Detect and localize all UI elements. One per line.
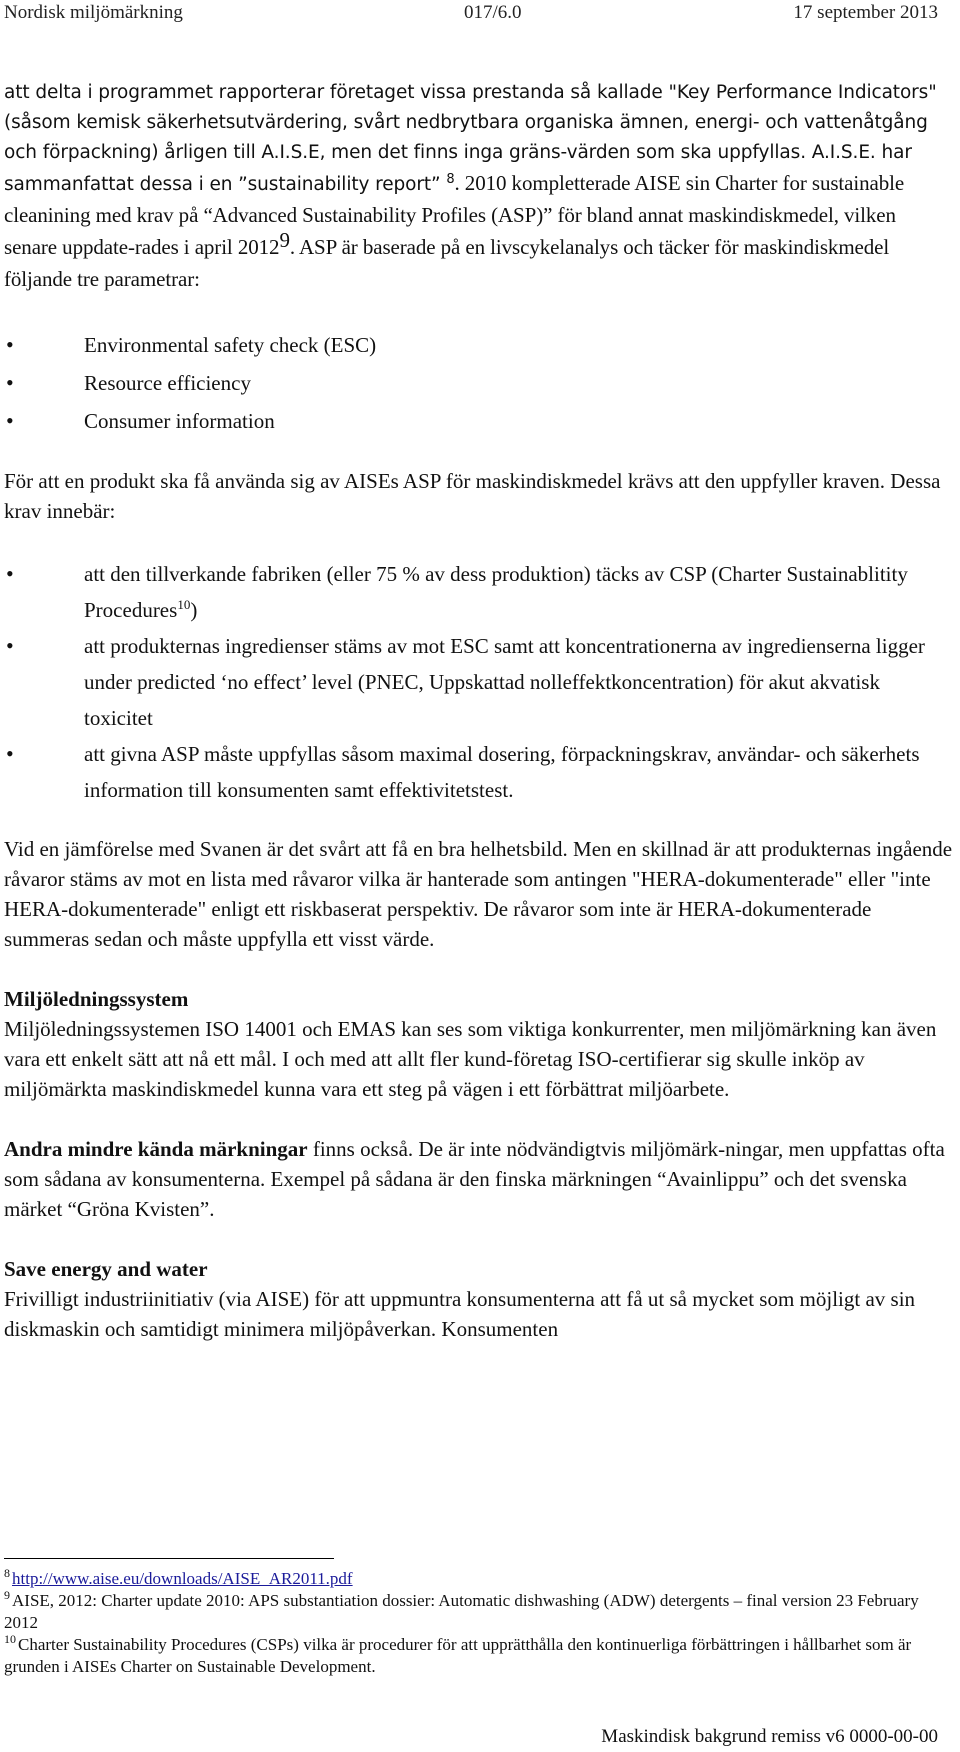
footnote-9: $^9$ AISE, 2012: Charter update 2010: APS substantiation dossier: Automatic dishwashing (ADW) detergents – final version 23 February 2012: [4, 1588, 919, 1632]
header-date: 17 september 2013: [793, 2, 938, 23]
section-other-labels: [4, 1134, 954, 1224]
section-heading: Andra mindre kända märkningar: [4, 1137, 308, 1161]
page-header: [4, 2, 938, 26]
footnote-10: $^{10}$ Charter Sustainability Procedures (CSPs) vilka är procedurer för att upprätthålla den kontinuerliga förbättringen i hållbarhet som är grunden i AISEs Charter on Sustainable Development.: [4, 1632, 912, 1676]
header-document-number: 017/6.0: [464, 2, 522, 23]
list-item: • att produkternas ingredienser stäms av mot ESC samt att koncentrationerna av ingredienserna ligger under predicted ‘no effect’ level (PNEC, Uppskattad nolleffektkoncentration) för akut akvatisk toxicitet: [4, 628, 954, 736]
page-footer: Maskindisk bakgrund remiss v6 0000-00-00: [601, 1726, 938, 1747]
intro-text-3: . ASP är baserade på en livscykelanalys och täcker för maskindiskmedel följande tre parametrar:: [4, 235, 890, 291]
footnotes: [4, 1568, 954, 1678]
parameter-list: [4, 326, 954, 440]
requirements-intro: För att en produkt ska få använda sig av AISEs ASP för maskindiskmedel krävs att den uppfyller kraven. Dessa krav innebär:: [4, 469, 941, 523]
footnote-divider: [4, 1558, 334, 1559]
section-heading: Save energy and water: [4, 1257, 208, 1281]
requirements-list: [4, 556, 954, 808]
intro-paragraph: [4, 78, 954, 296]
list-item: • Consumer information: [4, 402, 954, 440]
section-heading: Miljöledningssystem: [4, 987, 189, 1011]
list-item: • Environmental safety check (ESC): [4, 326, 954, 364]
intro-text-1: att delta i programmet rapporterar företaget vissa prestanda så kallade "Key Performance Indicators" (såsom kemisk säkerhetsutvärdering, svårt nedbrytbara organiska ämnen, energi- och vattenåtgång och förpackning) årligen till A.I.S.E, men det finns inga gräns-värden som ska uppfyllas. A.I.S.E. har sammanfattat dessa i en ”sustainability report”: [4, 82, 937, 195]
section-ems: [4, 984, 954, 1104]
document-body: [4, 78, 954, 1344]
list-item: • Resource efficiency: [4, 364, 954, 402]
footnote-link[interactable]: http://www.aise.eu/downloads/AISE_AR2011.pdf: [12, 1569, 353, 1588]
requirement-text: att den tillverkande fabriken (eller 75 % av dess produktion) täcks av CSP (Charter Sustainablitity Procedures: [84, 562, 908, 622]
footnote-8: $^8$ http://www.aise.eu/downloads/AISE_AR2011.pdf: [4, 1566, 353, 1588]
section-text: Miljöledningssystemen ISO 14001 och EMAS kan ses som viktiga konkurrenter, men miljömärkning kan även vara ett enkelt sätt att nå ett mål. I och med att allt fler kund-företag ISO-certifierar sig skulle inköp av miljömärkta maskindiskmedel kunna vara ett steg på vägen i ett förbättrat miljöarbete.: [4, 1017, 937, 1101]
intro-text-2: . 2010 kompletterade AISE sin Charter for sustainable cleanining med krav på “Advanced Sustainability Profiles (ASP)” för bland annat maskindiskmedel, vilken senare uppdate-rades i april 2012: [4, 171, 905, 259]
section-text: Frivilligt industriinitiativ (via AISE) för att uppmuntra konsumenterna att få ut så mycket som möjligt av sin diskmaskin och samtidigt minimera miljöpåverkan. Konsumenten: [4, 1287, 916, 1341]
section-save-energy: [4, 1254, 954, 1344]
footnote-ref-10[interactable]: 10: [177, 597, 191, 612]
footnote-ref-9[interactable]: 9: [279, 227, 290, 252]
footnote-ref-8[interactable]: 8: [446, 171, 455, 187]
list-item: • att givna ASP måste uppfyllas såsom maximal dosering, förpackningskrav, användar- och säkerhets information till konsumenten samt effektivitetstest.: [4, 736, 954, 808]
header-organization: Nordisk miljömärkning: [4, 2, 183, 23]
list-item: • att den tillverkande fabriken (eller 75 % av dess produktion) täcks av CSP (Charter Sustainablitity Procedures$^{10}$): [4, 556, 954, 628]
comparison-paragraph: Vid en jämförelse med Svanen är det svårt att få en bra helhetsbild. Men en skillnad är att produkternas ingående råvaror stäms av mot en lista med råvaror vilka är hanterade som antingen "HERA-dokumenterade" eller "inte HERA-dokumenterade" enligt ett riskbaserat perspektiv. De råvaror som inte är HERA-dokumenterade summeras sedan och måste uppfylla ett visst värde.: [4, 837, 953, 951]
section-text: finns också. De är inte nödvändigtvis miljömärk-ningar, men uppfattas ofta som sådana av konsumenterna. Exempel på sådana är den finska märkningen “Avainlippu” och det svenska märket “Gröna Kvisten”.: [4, 1137, 945, 1221]
